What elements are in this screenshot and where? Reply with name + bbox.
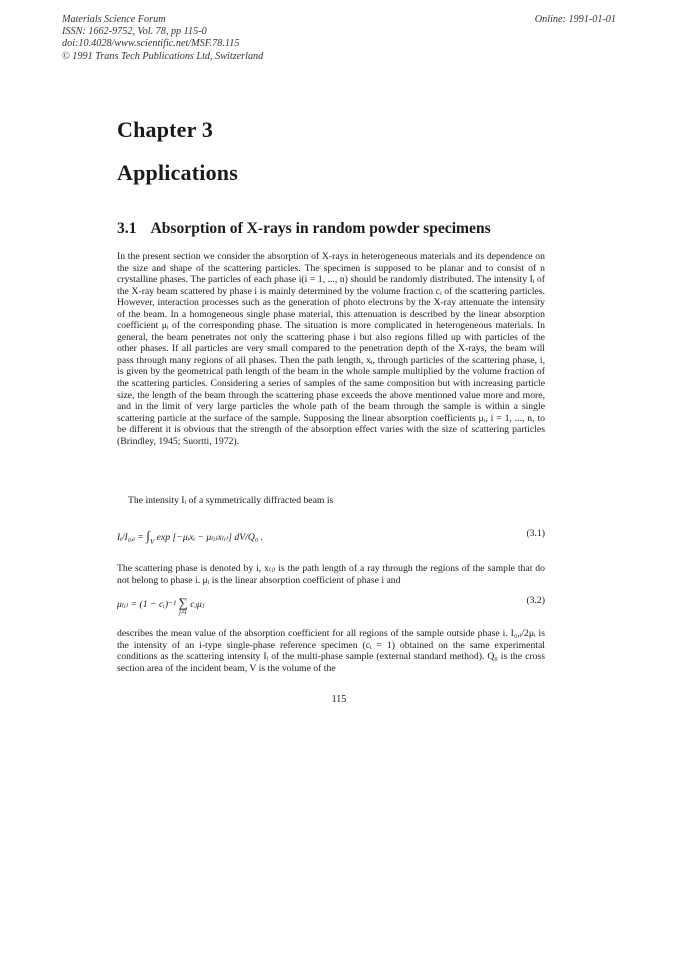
issn-line: ISSN: 1662-9752, Vol. 78, pp 115-0 <box>62 26 207 38</box>
equation-3-2-rhs: cⱼμⱼ <box>187 599 205 610</box>
chapter-label: Chapter 3 <box>117 117 214 142</box>
journal-metadata <box>62 14 263 63</box>
section-number: 3.1 <box>117 220 137 237</box>
doi-line[interactable]: doi:10.4028/www.scientific.net/MSF.78.115 <box>62 38 240 50</box>
equation-3-1-lhs: Iᵢ/I₀,ᵢ = <box>117 532 147 543</box>
equation-3-2-expression <box>117 595 205 616</box>
equation-3-2 <box>117 595 545 616</box>
paragraph-scattering-phase: The scattering phase is denoted by i, x₍ᵢ₎ is the path length of a ray through the regions of the sample that do not belong to phase i. μᵢ is the linear absorption coefficient of phase i and <box>117 563 545 586</box>
equation-3-1-number: (3.1) <box>526 528 545 539</box>
chapter-title: Applications <box>117 160 238 185</box>
sum-symbol: ∑ <box>178 595 188 610</box>
paragraph-intro: In the present section we consider the absorption of X-rays in heterogeneous materials and its dependence on the size and shape of the scattering particles. The specimen is supposed to be planar and to consist of n crystalline phases. The particles of each phase i(i = 1, ..., n) should be randomly distributed. The intensity Iᵢ of the X-ray beam scattered by phase i is mainly determined by the volume fraction cᵢ of the scattering particles. However, interaction processes such as the generation of photo electrons by the X-ray attenuate the intensity of the beam. In a homogeneous single phase material, this attenuation is described by the linear absorption coefficient μᵢ of the corresponding phase. The situation is more complicated in heterogeneous materials. In general, the beam penetrates not only the scattering phase i but also regions filled up with particles of the other phases. If all particles are very small compared to the penetration depth of the X-rays, the beam will pass through many regions of all phases. Then the path length, xᵢ, through particles of the scattering phase, i, is given by the geometrical path length of the beam in the whole sample multiplied by the volume fraction of the scattering particles. Considering a series of samples of the same composition but with increasing particle size, the length of the beam through the scattering phase exceeds the above mentioned value more and more, and in the limit of very large particles the whole path of the beam through the sample is within a single scattering particle at the surface of the sample. Supposing the linear absorption coefficients μᵢ, i = 1, ..., n, to be different it is obvious that the strength of the absorption effect varies with the size of scattering particles (Brindley, 1945; Suortti, 1972). <box>117 251 545 447</box>
journal-name: Materials Science Forum <box>62 14 166 25</box>
online-date: Online: 1991-01-01 <box>534 14 616 25</box>
integral-domain: V <box>149 538 155 546</box>
paragraph-mean-absorption: describes the mean value of the absorption coefficient for all regions of the sample outside phase i. I₀,ᵢ/2μᵢ is the intensity of an i-type single-phase reference specimen (cᵢ = 1) obtained on the same experimental conditions as the scattering intensity Iᵢ of the multi-phase sample (external standard method). Q₀ is the cross section area of the incident beam, V is the volume of the <box>117 628 545 674</box>
section-heading <box>117 220 491 238</box>
equation-3-1-expression <box>117 528 263 544</box>
section-title: Absorption of X-rays in random powder specimens <box>150 220 491 237</box>
equation-3-2-lhs: μ₍ᵢ₎ = (1 − cᵢ)⁻¹ <box>117 599 179 610</box>
equation-3-1-rhs: exp [−μᵢxᵢ − μ₍ᵢ₎x₍ᵢ₎] dV/Q₀ . <box>154 532 264 543</box>
page-number: 115 <box>331 694 347 705</box>
sum-index: j≠i <box>179 608 187 616</box>
copyright-line: © 1991 Trans Tech Publications Ltd, Switzerland <box>62 50 264 62</box>
integral-symbol: ∫ <box>146 528 150 543</box>
paragraph-intensity: The intensity Iᵢ of a symmetrically diffracted beam is <box>128 495 334 506</box>
equation-3-2-number: (3.2) <box>526 595 545 606</box>
equation-3-1 <box>117 528 545 546</box>
